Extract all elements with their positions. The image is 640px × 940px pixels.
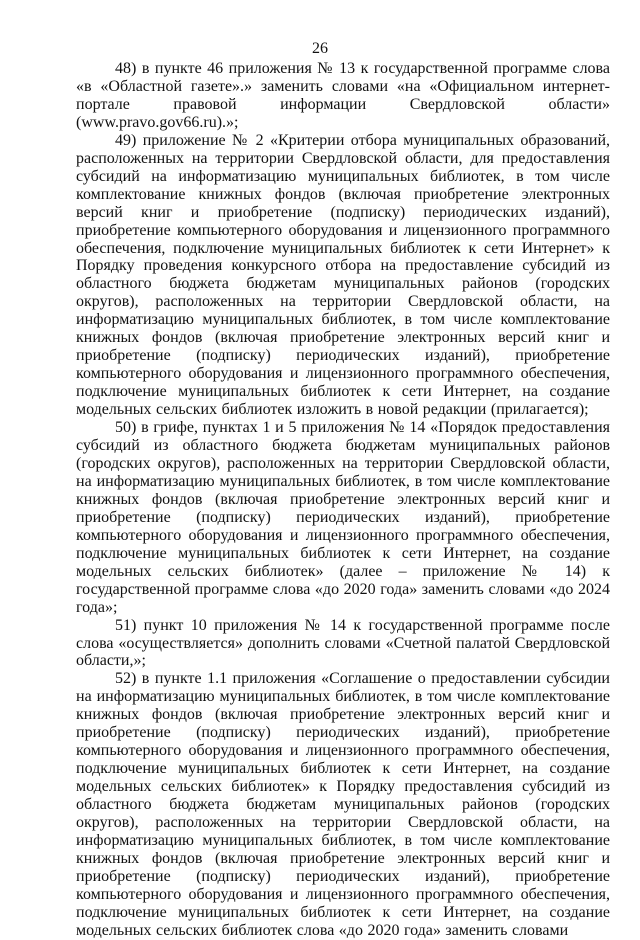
paragraph-item-51: 51) пункт 10 приложения № 14 к государственной программе после слова «осуществляется» дополнить словами «Счетной палатой Свердловской области,»; [76,616,610,670]
document-body [76,60,610,940]
paragraph-item-52: 52) в пункте 1.1 приложения «Соглашение о предоставлении субсидии на информатизацию муниципальных библиотек, в том числе комплектование книжных фондов (включая приобретение электронных версий книг и приобретение (подписку) периодических изданий), приобретение компьютерного оборудования и лицензионного программного обеспечения, подключение муниципальных библиотек к сети Интернет, на создание модельных сельских библиотек» к Порядку предоставления субсидий из областного бюджета бюджетам муниципальных районов (городских округов), расположенных на территории Свердловской области, на информатизацию муниципальных библиотек, в том числе комплектование книжных фондов (включая приобретение электронных версий книг и приобретение (подписку) периодических изданий), приобретение компьютерного оборудования и лицензионного программного обеспечения, подключение муниципальных библиотек к сети Интернет, на создание модельных сельских библиотек слова «до 2020 года» заменить словами [76,670,610,939]
page-number: 26 [312,40,328,57]
paragraph-item-48: 48) в пункте 46 приложения № 13 к государственной программе слова «в «Областной газете».» заменить словами «на «Официальном интернет-портале правовой информации Свердловской области» (www.pravo.gov66.ru).»; [76,60,610,131]
paragraph-item-50: 50) в грифе, пунктах 1 и 5 приложения № 14 «Порядок предоставления субсидий из областного бюджета бюджетам муниципальных районов (городских округов), расположенных на территории Свердловской области, на информатизацию муниципальных библиотек, в том числе комплектование книжных фондов (включая приобретение электронных версий книг и приобретение (подписку) периодических изданий), приобретение компьютерного оборудования и лицензионного программного обеспечения, подключение муниципальных библиотек к сети Интернет, на создание модельных сельских библиотек» (далее – приложение № 14) к государственной программе слова «до 2020 года» заменить словами «до 2024 года»; [76,419,610,616]
paragraph-item-49: 49) приложение № 2 «Критерии отбора муниципальных образований, расположенных на территории Свердловской области, для предоставления субсидий на информатизацию муниципальных библиотек, в том числе комплектование книжных фондов (включая приобретение электронных версий книг и приобретение (подписку) периодических изданий), приобретение компьютерного оборудования и лицензионного программного обеспечения, подключение муниципальных библиотек к сети Интернет» к Порядку проведения конкурсного отбора на предоставление субсидий из областного бюджета бюджетам муниципальных районов (городских округов), расположенных на территории Свердловской области, на информатизацию муниципальных библиотек, в том числе комплектование книжных фондов (включая приобретение электронных версий книг и приобретение (подписку) периодических изданий), приобретение компьютерного оборудования и лицензионного программного обеспечения, подключение муниципальных библиотек к сети Интернет, на создание модельных сельских библиотек изложить в новой редакции (прилагается); [76,131,610,419]
